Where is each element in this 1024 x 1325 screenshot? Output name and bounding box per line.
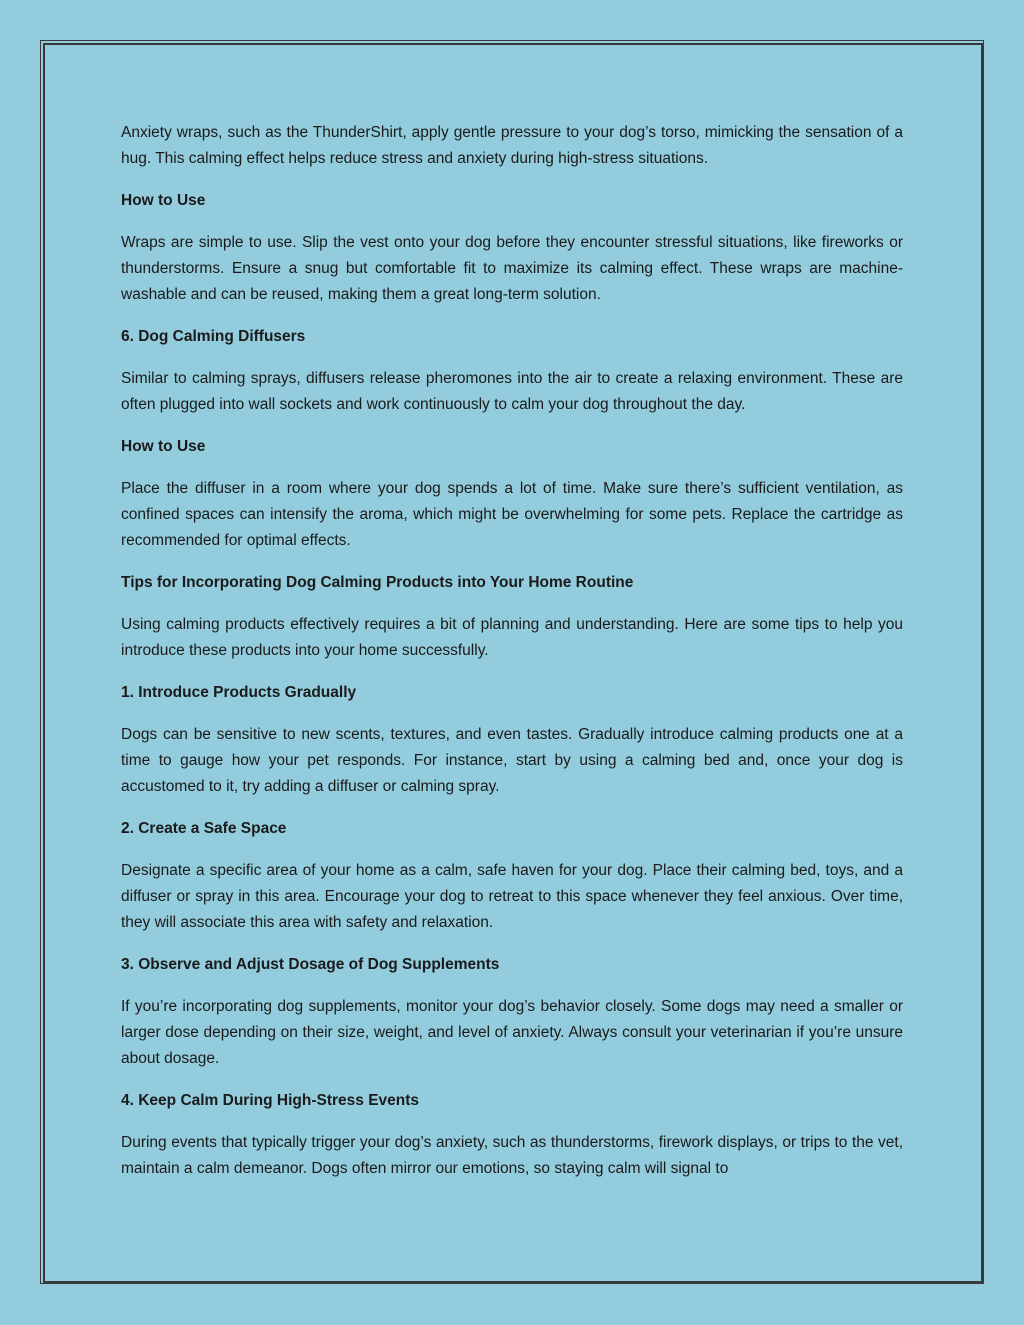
paragraph-introduce-gradually: Dogs can be sensitive to new scents, textures, and even tastes. Gradually introduce calming products one at a time to gauge how your pet responds. For instance, start by using a calming bed and, once your dog is accustomed to it, try adding a diffuser or calming spray. <box>121 726 903 795</box>
heading-keep-calm: 4. Keep Calm During High-Stress Events <box>121 1092 420 1109</box>
heading-safe-space: 2. Create a Safe Space <box>121 820 287 837</box>
heading-tips: Tips for Incorporating Dog Calming Products into Your Home Routine <box>121 574 634 591</box>
heading-introduce-gradually: 1. Introduce Products Gradually <box>121 684 357 701</box>
paragraph-tips-intro: Using calming products effectively requires a bit of planning and understanding. Here are some tips to help you introduce these products into your home successfully. <box>121 616 903 659</box>
paragraph-keep-calm: During events that typically trigger your dog’s anxiety, such as thunderstorms, firework displays, or trips to the vet, maintain a calm demeanor. Dogs often mirror our emotions, so staying calm will signal to <box>121 1134 903 1177</box>
heading-adjust-dosage: 3. Observe and Adjust Dosage of Dog Supplements <box>121 956 500 973</box>
paragraph-wraps-usage: Wraps are simple to use. Slip the vest onto your dog before they encounter stressful situations, like fireworks or thunderstorms. Ensure a snug but comfortable fit to maximize its calming effect. These wraps are machine-washable and can be reused, making them a great long-term solution. <box>121 234 903 303</box>
paragraph-adjust-dosage: If you’re incorporating dog supplements, monitor your dog’s behavior closely. Some dogs may need a smaller or larger dose depending on their size, weight, and level of anxiety. Always consult your veterinarian if you’re unsure about dosage. <box>121 998 903 1067</box>
heading-how-to-use-diffusers: How to Use <box>121 438 206 455</box>
heading-how-to-use-wraps: How to Use <box>121 192 206 209</box>
paragraph-diffuser-usage: Place the diffuser in a room where your dog spends a lot of time. Make sure there’s sufficient ventilation, as confined spaces can intensify the aroma, which might be overwhelming for some pets. Replace the cartridge as recommended for optimal effects. <box>121 480 903 549</box>
heading-calming-diffusers: 6. Dog Calming Diffusers <box>121 328 306 345</box>
paragraph-safe-space: Designate a specific area of your home as a calm, safe haven for your dog. Place their calming bed, toys, and a diffuser or spray in this area. Encourage your dog to retreat to this space whenever they feel anxious. Over time, they will associate this area with safety and relaxation. <box>121 862 903 931</box>
paragraph-anxiety-wraps: Anxiety wraps, such as the ThunderShirt, apply gentle pressure to your dog’s torso, mimicking the sensation of a hug. This calming effect helps reduce stress and anxiety during high-stress situations. <box>121 124 903 167</box>
paragraph-diffusers: Similar to calming sprays, diffusers release pheromones into the air to create a relaxing environment. These are often plugged into wall sockets and work continuously to calm your dog throughout the day. <box>121 370 903 413</box>
document-body <box>121 120 903 1198</box>
